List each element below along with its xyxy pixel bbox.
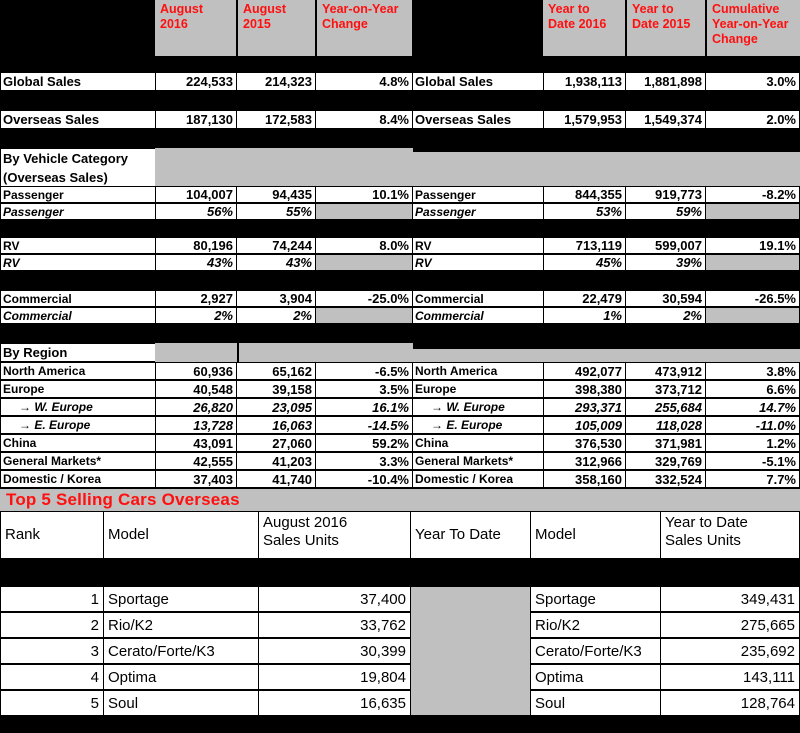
top5-row-4-rank: 4 [0,664,104,690]
row-general-markets-label-left: General Markets* [0,452,156,470]
row-overseas-sales-ytd2016: 1,579,953 [543,110,626,129]
row-w-europe-yoy: 16.1% [315,398,413,416]
top5-header-rank: Rank [0,511,104,559]
row-w-europe-ytd2016: 293,371 [543,398,626,416]
header-col-ytd2016-label: Year to Date 2016 [548,2,607,31]
row-global-sales-yoy: 4.8% [315,72,413,91]
row-e-europe-label-left: → E. Europe [0,416,156,434]
top5-header-ytd: Year To Date [410,511,531,559]
row-w-europe-ytd2015: 255,684 [625,398,706,416]
row-europe-ytd2016: 398,380 [543,380,626,398]
row-commercial-share-aug2015: 2% [236,307,316,324]
row-commercial-label-left: Commercial [0,290,156,307]
top5-header-model-left: Model [103,511,259,559]
header-col-cum-yoy-label: Cumulative Year-on-Year Change [712,2,789,46]
row-general-markets-aug2016: 42,555 [155,452,237,470]
row-commercial-share-label-left: Commercial [0,307,156,324]
top5-row-5-model: Soul [103,690,259,716]
row-global-sales-aug2015: 214,323 [236,72,316,91]
top5-title-bar [0,489,800,511]
row-passenger-label-left: Passenger [0,186,156,203]
row-europe-ytd2015: 373,712 [625,380,706,398]
top5-row-5-aug2016: 16,635 [258,690,411,716]
top5-row-2-ytd-model: Rio/K2 [530,612,661,638]
row-rv-aug2016: 80,196 [155,237,237,254]
row-passenger-aug2015: 94,435 [236,186,316,203]
section-title-vehicle-category-line1: By Vehicle Category [3,151,128,166]
row-commercial-ytd2016: 22,479 [543,290,626,307]
header-col-ytd2015 [627,0,705,56]
top5-row-3-model: Cerato/Forte/K3 [103,638,259,664]
row-e-europe-cum-yoy: -11.0% [705,416,800,434]
section-band-vehicle-category-right [412,152,800,187]
top5-row-1-ytd-units: 349,431 [660,586,800,612]
header-col-aug2015 [238,0,315,56]
header-col-cum-yoy [707,0,800,56]
row-rv-ytd2015: 599,007 [625,237,706,254]
row-domestic-korea-label-left: Domestic / Korea [0,470,156,488]
header-col-aug2016-label: August 2016 [160,2,204,31]
row-general-markets-label-right: General Markets* [412,452,544,470]
section-band-region-b [239,343,413,362]
row-domestic-korea-ytd2016: 358,160 [543,470,626,488]
row-e-europe-ytd2015: 118,028 [625,416,706,434]
row-global-sales-label-left: Global Sales [0,72,156,91]
row-passenger-aug2016: 104,007 [155,186,237,203]
row-china-ytd2015: 371,981 [625,434,706,452]
row-global-sales-ytd2015: 1,881,898 [625,72,706,91]
row-rv-ytd2016: 713,119 [543,237,626,254]
row-rv-share-cum-yoy-blank [705,254,800,271]
row-passenger-label-right: Passenger [412,186,544,203]
row-commercial-cum-yoy: -26.5% [705,290,800,307]
top5-row-2-ytd-units: 275,665 [660,612,800,638]
top5-title: Top 5 Selling Cars Overseas [6,490,240,509]
row-general-markets-ytd2015: 329,769 [625,452,706,470]
top5-header-model-right: Model [530,511,661,559]
top5-row-3-ytd-units: 235,692 [660,638,800,664]
row-domestic-korea-label-right: Domestic / Korea [412,470,544,488]
row-commercial-aug2015: 3,904 [236,290,316,307]
row-overseas-sales-cum-yoy: 2.0% [705,110,800,129]
row-rv-label-left: RV [0,237,156,254]
row-commercial-ytd2015: 30,594 [625,290,706,307]
row-commercial-aug2016: 2,927 [155,290,237,307]
section-title-region: By Region [0,343,156,362]
row-china-aug2015: 27,060 [236,434,316,452]
row-overseas-sales-label-right: Overseas Sales [412,110,544,129]
top5-ytd-merged-cell [410,586,531,716]
row-china-aug2016: 43,091 [155,434,237,452]
header-col-ytd2015-label: Year to Date 2015 [632,2,691,31]
row-passenger-share-aug2015: 55% [236,203,316,220]
top5-row-4-model: Optima [103,664,259,690]
row-commercial-share-ytd2016: 1% [543,307,626,324]
row-passenger-share-aug2016: 56% [155,203,237,220]
top5-row-1-aug2016: 37,400 [258,586,411,612]
row-e-europe-ytd2016: 105,009 [543,416,626,434]
row-passenger-share-ytd2015: 59% [625,203,706,220]
row-overseas-sales-aug2016: 187,130 [155,110,237,129]
section-band-vehicle-category-left [155,148,413,187]
row-commercial-share-aug2016: 2% [155,307,237,324]
row-domestic-korea-yoy: -10.4% [315,470,413,488]
row-europe-yoy: 3.5% [315,380,413,398]
row-north-america-aug2016: 60,936 [155,362,237,380]
row-commercial-share-ytd2015: 2% [625,307,706,324]
row-overseas-sales-yoy: 8.4% [315,110,413,129]
top5-row-4-ytd-units: 143,111 [660,664,800,690]
row-e-europe-aug2015: 16,063 [236,416,316,434]
row-passenger-yoy: 10.1% [315,186,413,203]
header-col-aug2015-label: August 2015 [243,2,287,31]
row-rv-share-ytd2016: 45% [543,254,626,271]
row-overseas-sales-label-left: Overseas Sales [0,110,156,129]
row-commercial-share-cum-yoy-blank [705,307,800,324]
section-band-region-a [155,343,237,362]
row-commercial-yoy: -25.0% [315,290,413,307]
section-title-vehicle-category [0,148,156,187]
top5-row-2-model: Rio/K2 [103,612,259,638]
row-passenger-ytd2016: 844,355 [543,186,626,203]
top5-row-2-aug2016: 33,762 [258,612,411,638]
top5-row-1-model: Sportage [103,586,259,612]
row-w-europe-aug2016: 26,820 [155,398,237,416]
row-e-europe-label-right: → E. Europe [412,416,544,434]
top5-row-3-aug2016: 30,399 [258,638,411,664]
row-passenger-share-yoy-blank [315,203,413,220]
top5-row-3-ytd-model: Cerato/Forte/K3 [530,638,661,664]
row-north-america-label-right: North America [412,362,544,380]
header-col-ytd2016 [543,0,625,56]
row-china-ytd2016: 376,530 [543,434,626,452]
row-china-label-left: China [0,434,156,452]
row-passenger-share-label-right: Passenger [412,203,544,220]
row-rv-share-aug2015: 43% [236,254,316,271]
row-passenger-ytd2015: 919,773 [625,186,706,203]
top5-row-4-ytd-model: Optima [530,664,661,690]
row-global-sales-ytd2016: 1,938,113 [543,72,626,91]
top5-row-3-rank: 3 [0,638,104,664]
row-general-markets-aug2015: 41,203 [236,452,316,470]
row-rv-cum-yoy: 19.1% [705,237,800,254]
row-europe-label-right: Europe [412,380,544,398]
row-domestic-korea-cum-yoy: 7.7% [705,470,800,488]
row-china-yoy: 59.2% [315,434,413,452]
section-title-vehicle-category-line2: (Overseas Sales) [3,170,108,185]
row-passenger-share-label-left: Passenger [0,203,156,220]
row-global-sales-aug2016: 224,533 [155,72,237,91]
row-europe-aug2015: 39,158 [236,380,316,398]
top5-header-aug2016-units: August 2016 Sales Units [258,511,411,559]
row-rv-share-label-right: RV [412,254,544,271]
header-col-yoy-label: Year-on-Year Change [322,2,399,31]
row-north-america-label-left: North America [0,362,156,380]
row-global-sales-label-right: Global Sales [412,72,544,91]
row-china-label-right: China [412,434,544,452]
top5-row-5-ytd-model: Soul [530,690,661,716]
row-rv-share-label-left: RV [0,254,156,271]
row-general-markets-ytd2016: 312,966 [543,452,626,470]
top5-row-2-rank: 2 [0,612,104,638]
row-w-europe-cum-yoy: 14.7% [705,398,800,416]
section-band-region-right [412,349,800,362]
row-e-europe-yoy: -14.5% [315,416,413,434]
header-col-aug2016 [155,0,236,56]
row-north-america-yoy: -6.5% [315,362,413,380]
row-north-america-aug2015: 65,162 [236,362,316,380]
row-domestic-korea-aug2015: 41,740 [236,470,316,488]
row-europe-cum-yoy: 6.6% [705,380,800,398]
row-passenger-cum-yoy: -8.2% [705,186,800,203]
row-north-america-ytd2016: 492,077 [543,362,626,380]
top5-row-4-aug2016: 19,804 [258,664,411,690]
row-rv-label-right: RV [412,237,544,254]
row-w-europe-label-left: → W. Europe [0,398,156,416]
row-passenger-share-cum-yoy-blank [705,203,800,220]
row-north-america-ytd2015: 473,912 [625,362,706,380]
row-general-markets-cum-yoy: -5.1% [705,452,800,470]
row-rv-share-aug2016: 43% [155,254,237,271]
row-global-sales-cum-yoy: 3.0% [705,72,800,91]
top5-header-ytd-units: Year to Date Sales Units [660,511,800,559]
row-north-america-cum-yoy: 3.8% [705,362,800,380]
row-domestic-korea-ytd2015: 332,524 [625,470,706,488]
row-europe-aug2016: 40,548 [155,380,237,398]
row-domestic-korea-aug2016: 37,403 [155,470,237,488]
row-rv-aug2015: 74,244 [236,237,316,254]
top5-row-5-ytd-units: 128,764 [660,690,800,716]
top5-row-1-ytd-model: Sportage [530,586,661,612]
row-rv-share-yoy-blank [315,254,413,271]
row-overseas-sales-ytd2015: 1,549,374 [625,110,706,129]
row-china-cum-yoy: 1.2% [705,434,800,452]
row-commercial-share-yoy-blank [315,307,413,324]
row-general-markets-yoy: 3.3% [315,452,413,470]
row-w-europe-aug2015: 23,095 [236,398,316,416]
row-passenger-share-ytd2016: 53% [543,203,626,220]
top5-row-1-rank: 1 [0,586,104,612]
row-w-europe-label-right: → W. Europe [412,398,544,416]
row-commercial-label-right: Commercial [412,290,544,307]
row-europe-label-left: Europe [0,380,156,398]
row-rv-share-ytd2015: 39% [625,254,706,271]
top5-row-5-rank: 5 [0,690,104,716]
row-rv-yoy: 8.0% [315,237,413,254]
row-commercial-share-label-right: Commercial [412,307,544,324]
row-overseas-sales-aug2015: 172,583 [236,110,316,129]
row-e-europe-aug2016: 13,728 [155,416,237,434]
header-col-yoy [317,0,412,56]
